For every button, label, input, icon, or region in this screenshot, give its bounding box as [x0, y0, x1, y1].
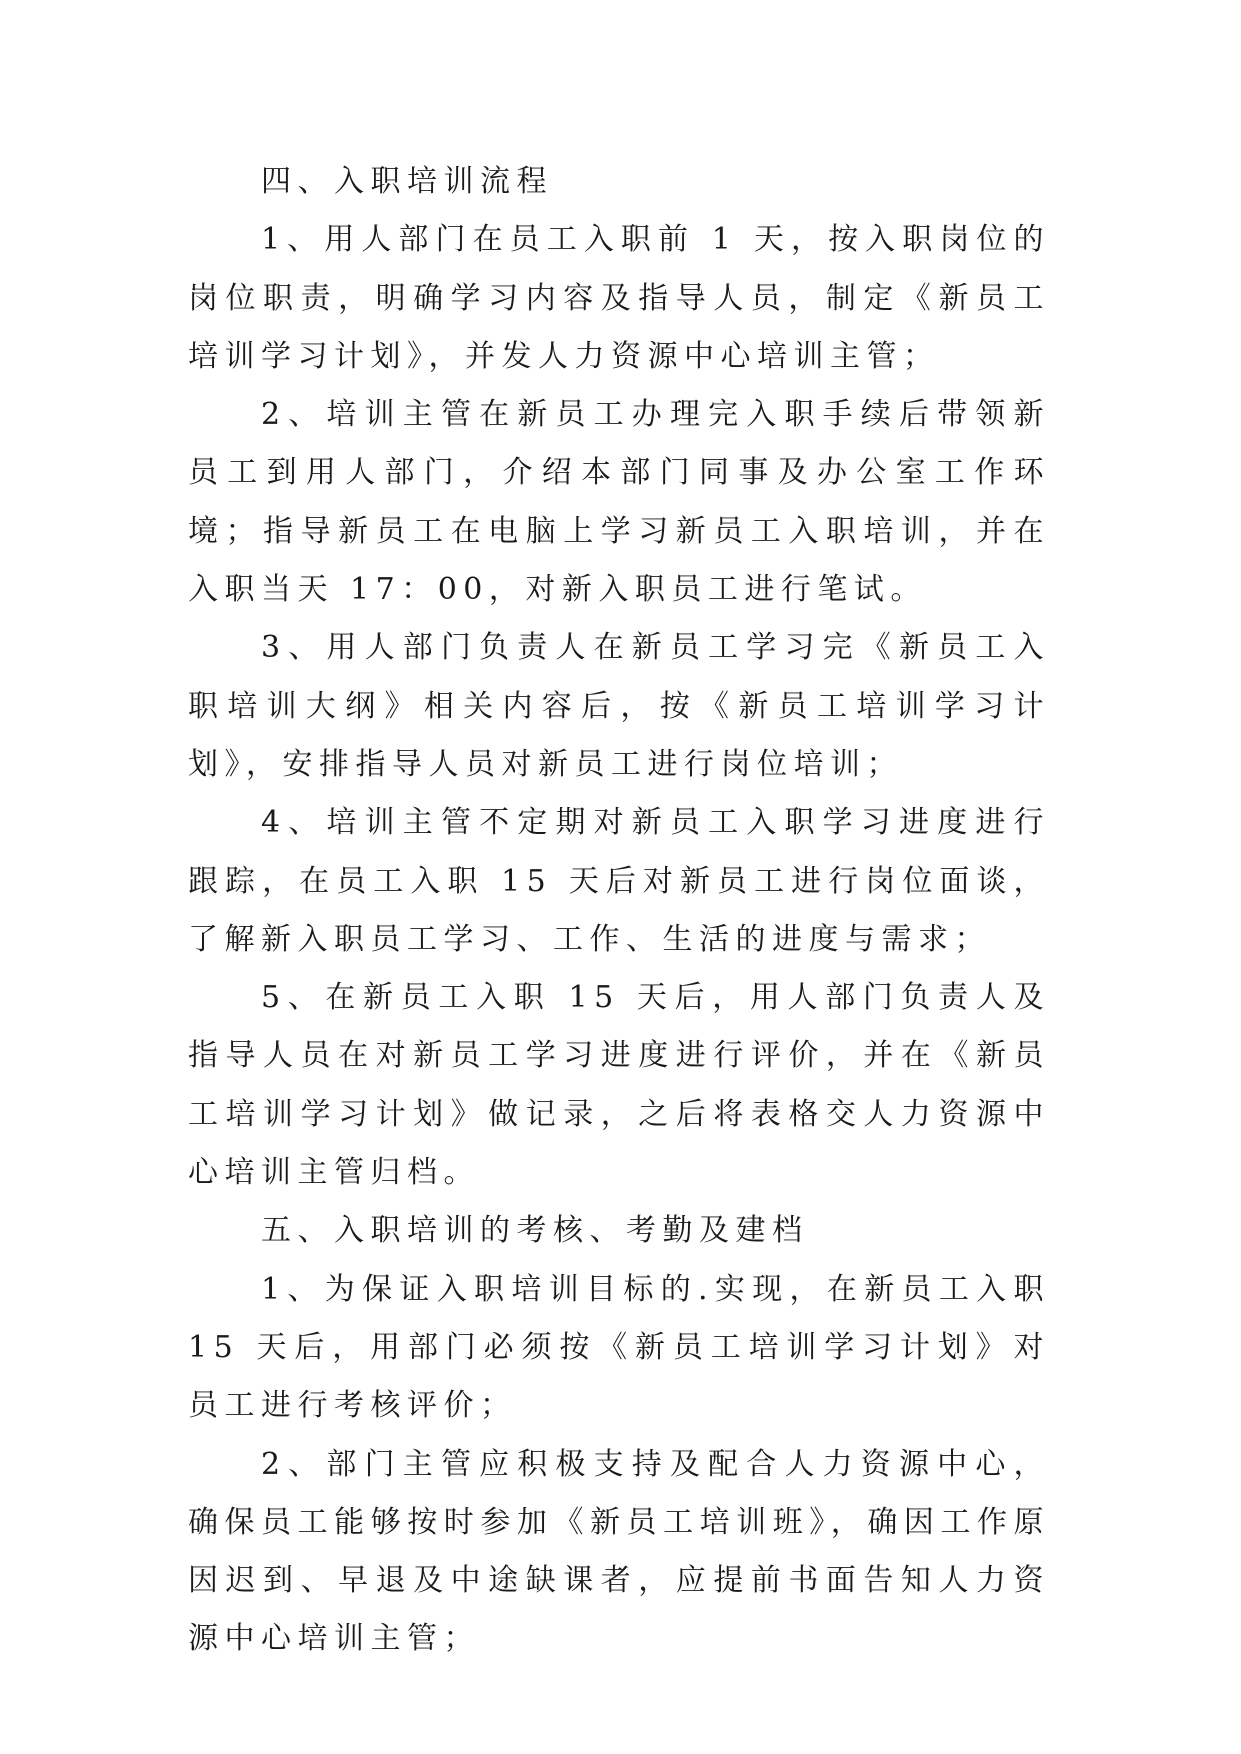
- section-4-heading: 四、入职培训流程: [261, 164, 553, 199]
- section-4-item-4: 4、培训主管不定期对新员工入职学习进度进行跟踪，在员工入职 15 天后对新员工进行岗位面谈，了解新入职员工学习、工作、生活的进度与需求；: [188, 805, 1050, 957]
- section-4-item-2: 2、培训主管在新员工办理完入职手续后带领新员工到用人部门，介绍本部门同事及办公室工作环境；指导新员工在电脑上学习新员工入职培训，并在入职当天 17：00，对新入职员工进行笔试。: [188, 397, 1050, 608]
- section-5-heading: 五、入职培训的考核、考勤及建档: [261, 1213, 809, 1249]
- section-5-item-1: 1、为保证入职培训目标的.实现，在新员工入职 15 天后，用部门必须按《新员工培训学习计划》对员工进行考核评价；: [188, 1271, 1050, 1424]
- section-4-item-3: 3、用人部门负责人在新员工学习完《新员工入职培训大纲》相关内容后，按《新员工培训学习计划》，安排指导人员对新员工进行岗位培训；: [188, 630, 1050, 782]
- section-5-item-2: 2、部门主管应积极支持及配合人力资源中心，确保员工能够按时参加《新员工培训班》，确因工作原因迟到、早退及中途缺课者，应提前书面告知人力资源中心培训主管；: [188, 1446, 1050, 1657]
- section-4-item-1: 1、用人部门在员工入职前 1 天，按入职岗位的岗位职责，明确学习内容及指导人员，制定《新员工培训学习计划》，并发人力资源中心培训主管；: [188, 222, 1050, 374]
- document-body: [188, 153, 1050, 1669]
- section-4-item-5: 5、在新员工入职 15 天后，用人部门负责人及指导人员在对新员工学习进度进行评价，并在《新员工培训学习计划》做记录，之后将表格交人力资源中心培训主管归档。: [188, 980, 1050, 1191]
